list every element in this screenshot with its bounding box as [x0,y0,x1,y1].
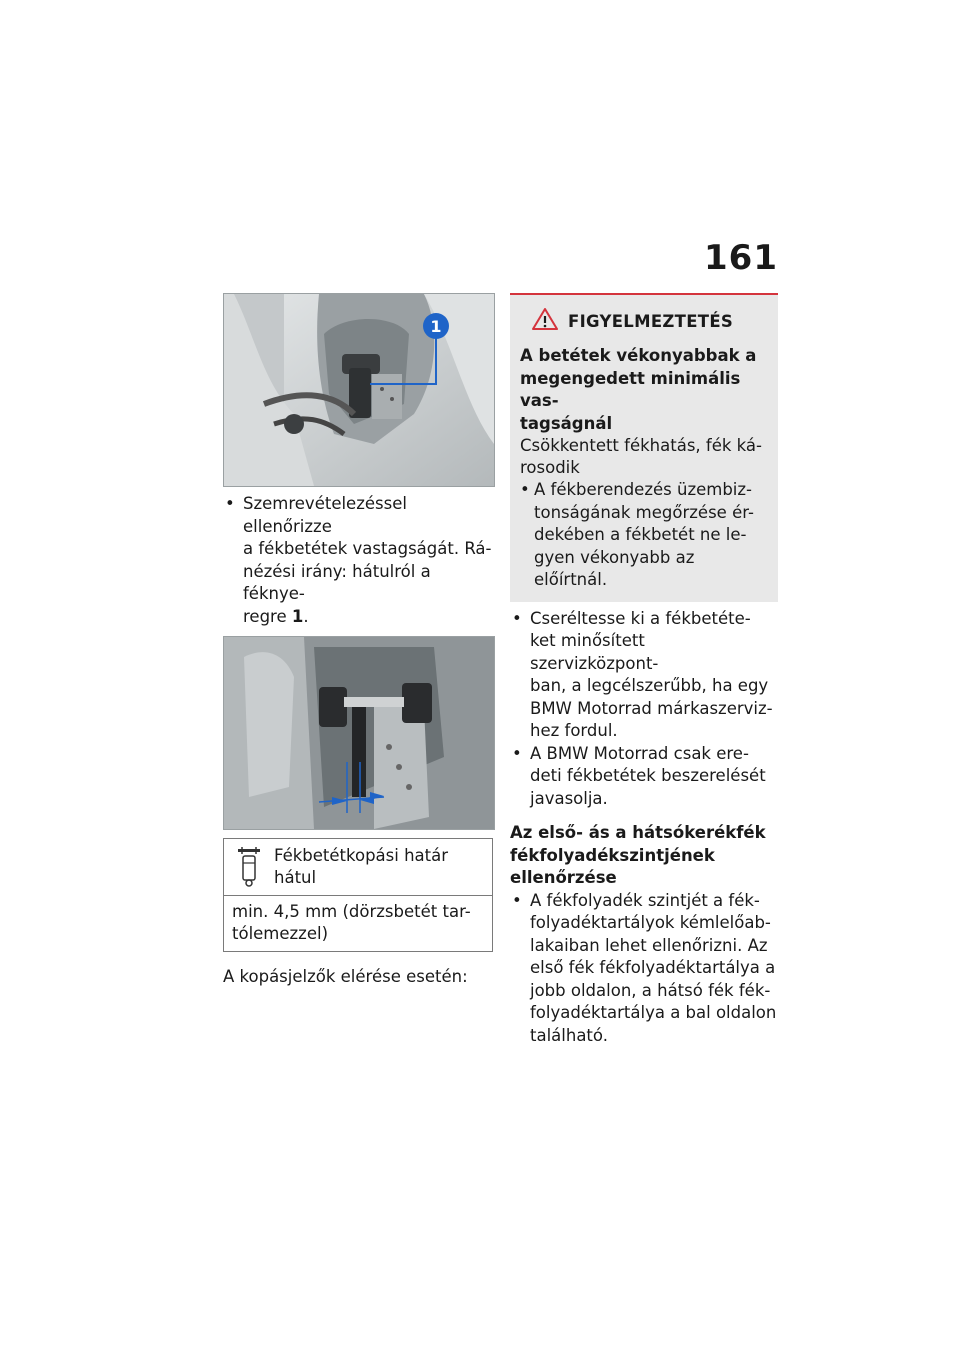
bullet-dot: • [520,480,530,499]
bullet-text-line: hez fordul. [530,721,618,740]
spec-value-line: tólemezzel) [232,924,329,943]
warning-title-line: megengedett minimális vas- [520,368,741,410]
bullet-dot: • [225,494,235,513]
section-heading-line: Az első- ás a hátsókerékfék [510,823,766,842]
spec-value [224,896,492,951]
bullet-text-line: lakaiban lehet ellenőrizni. Az [530,935,768,955]
warning-consequence-line: Csökkentett fékhatás, fék ká- [520,436,762,455]
warning-header [520,307,768,335]
callout-number: 1 [430,317,442,336]
spec-title-line: Fékbetétkopási határ [274,846,449,865]
inspection-bullet: • Szemrevételezéssel ellenőrizze a fékbetétek vastagságát. Rá- nézési irány: hátulról a féknye- regre 1. [225,494,492,626]
right-column [510,293,778,1047]
warning-action-line: dekében a fékbetét ne le- [534,525,747,544]
warning-action-line: tonságának megőrzése ér- [534,502,754,522]
spec-value-line: min. 4,5 mm (dörzsbetét tar- [232,902,471,921]
warning-box [510,293,778,602]
bullet-dot: • [512,743,522,763]
bullet-dot: • [512,608,522,628]
bullet-text-line: a fékbetétek vastagságát. Rá- [243,539,492,558]
bullet-text-line: jobb oldalon, a hátsó fék fék- [530,980,771,1000]
warning-consequence [520,435,768,479]
warning-action-line: A fékberendezés üzembiz- [534,480,752,499]
brake-pad-wear-icon [234,845,270,889]
warning-title-line: tagságnál [520,413,613,433]
bullet-text-line: regre [243,606,292,626]
bullet-text-line: ket minősített szervizközpont- [530,631,659,673]
bullet-text-line: A BMW Motorrad csak ere- [530,743,749,763]
bullet-text-line: első fék fékfolyadéktartálya a [530,958,776,977]
bullet-text-line: folyadéktartálya a bal oldalon [530,1003,777,1022]
closing-text: A kopásjelzők elérése esetén: [223,967,468,986]
bullet-text-line: javasolja. [530,788,608,808]
bullet-text-line: nézési irány: hátulról a féknye- [243,561,431,603]
left-column [223,293,493,988]
warning-action-line: gyen vékonyabb az előírtnál. [534,547,695,589]
warning-triangle-icon [532,307,558,335]
original-pads-bullet [510,743,778,811]
section-heading [510,822,778,890]
replace-pads-bullet [510,608,778,743]
bullet-dot: • [512,890,522,910]
bullet-text-line: található. [530,1025,608,1045]
brake-photo-rear-view [223,293,495,487]
bullet-text-line: ban, a legcélszerűbb, ha egy [530,676,769,695]
brake-pad-wear-photo [223,636,495,830]
spec-title-line: hátul [274,868,317,887]
bullet-text-line: A fékfolyadék szintjét a fék- [530,890,760,910]
warning-title [520,345,768,435]
bullet-text-line: folyadéktartályok kémlelőab- [530,913,771,932]
page-number: 161 [704,238,778,278]
spec-table [223,838,493,952]
warning-consequence-line: rosodik [520,458,580,477]
bullet-text-line: Szemrevételezéssel ellenőrizze [243,494,407,536]
fluid-level-bullet [510,890,778,1048]
bullet-text-line: Cseréltesse ki a fékbetéte- [530,608,751,628]
bullet-text-line: BMW Motorrad márkaszerviz- [530,698,773,718]
warning-title-line: A betétek vékonyabbak a [520,346,757,365]
bullet-text-line: deti fékbetétek beszerelését [530,766,766,785]
reference-number: 1 [291,606,304,626]
warning-label: FIGYELMEZTETÉS [568,311,734,331]
section-heading-line: fékfolyadékszintjének [510,845,715,865]
warning-action [520,479,768,592]
spec-header [224,839,492,896]
section-heading-line: ellenőrzése [510,868,617,887]
